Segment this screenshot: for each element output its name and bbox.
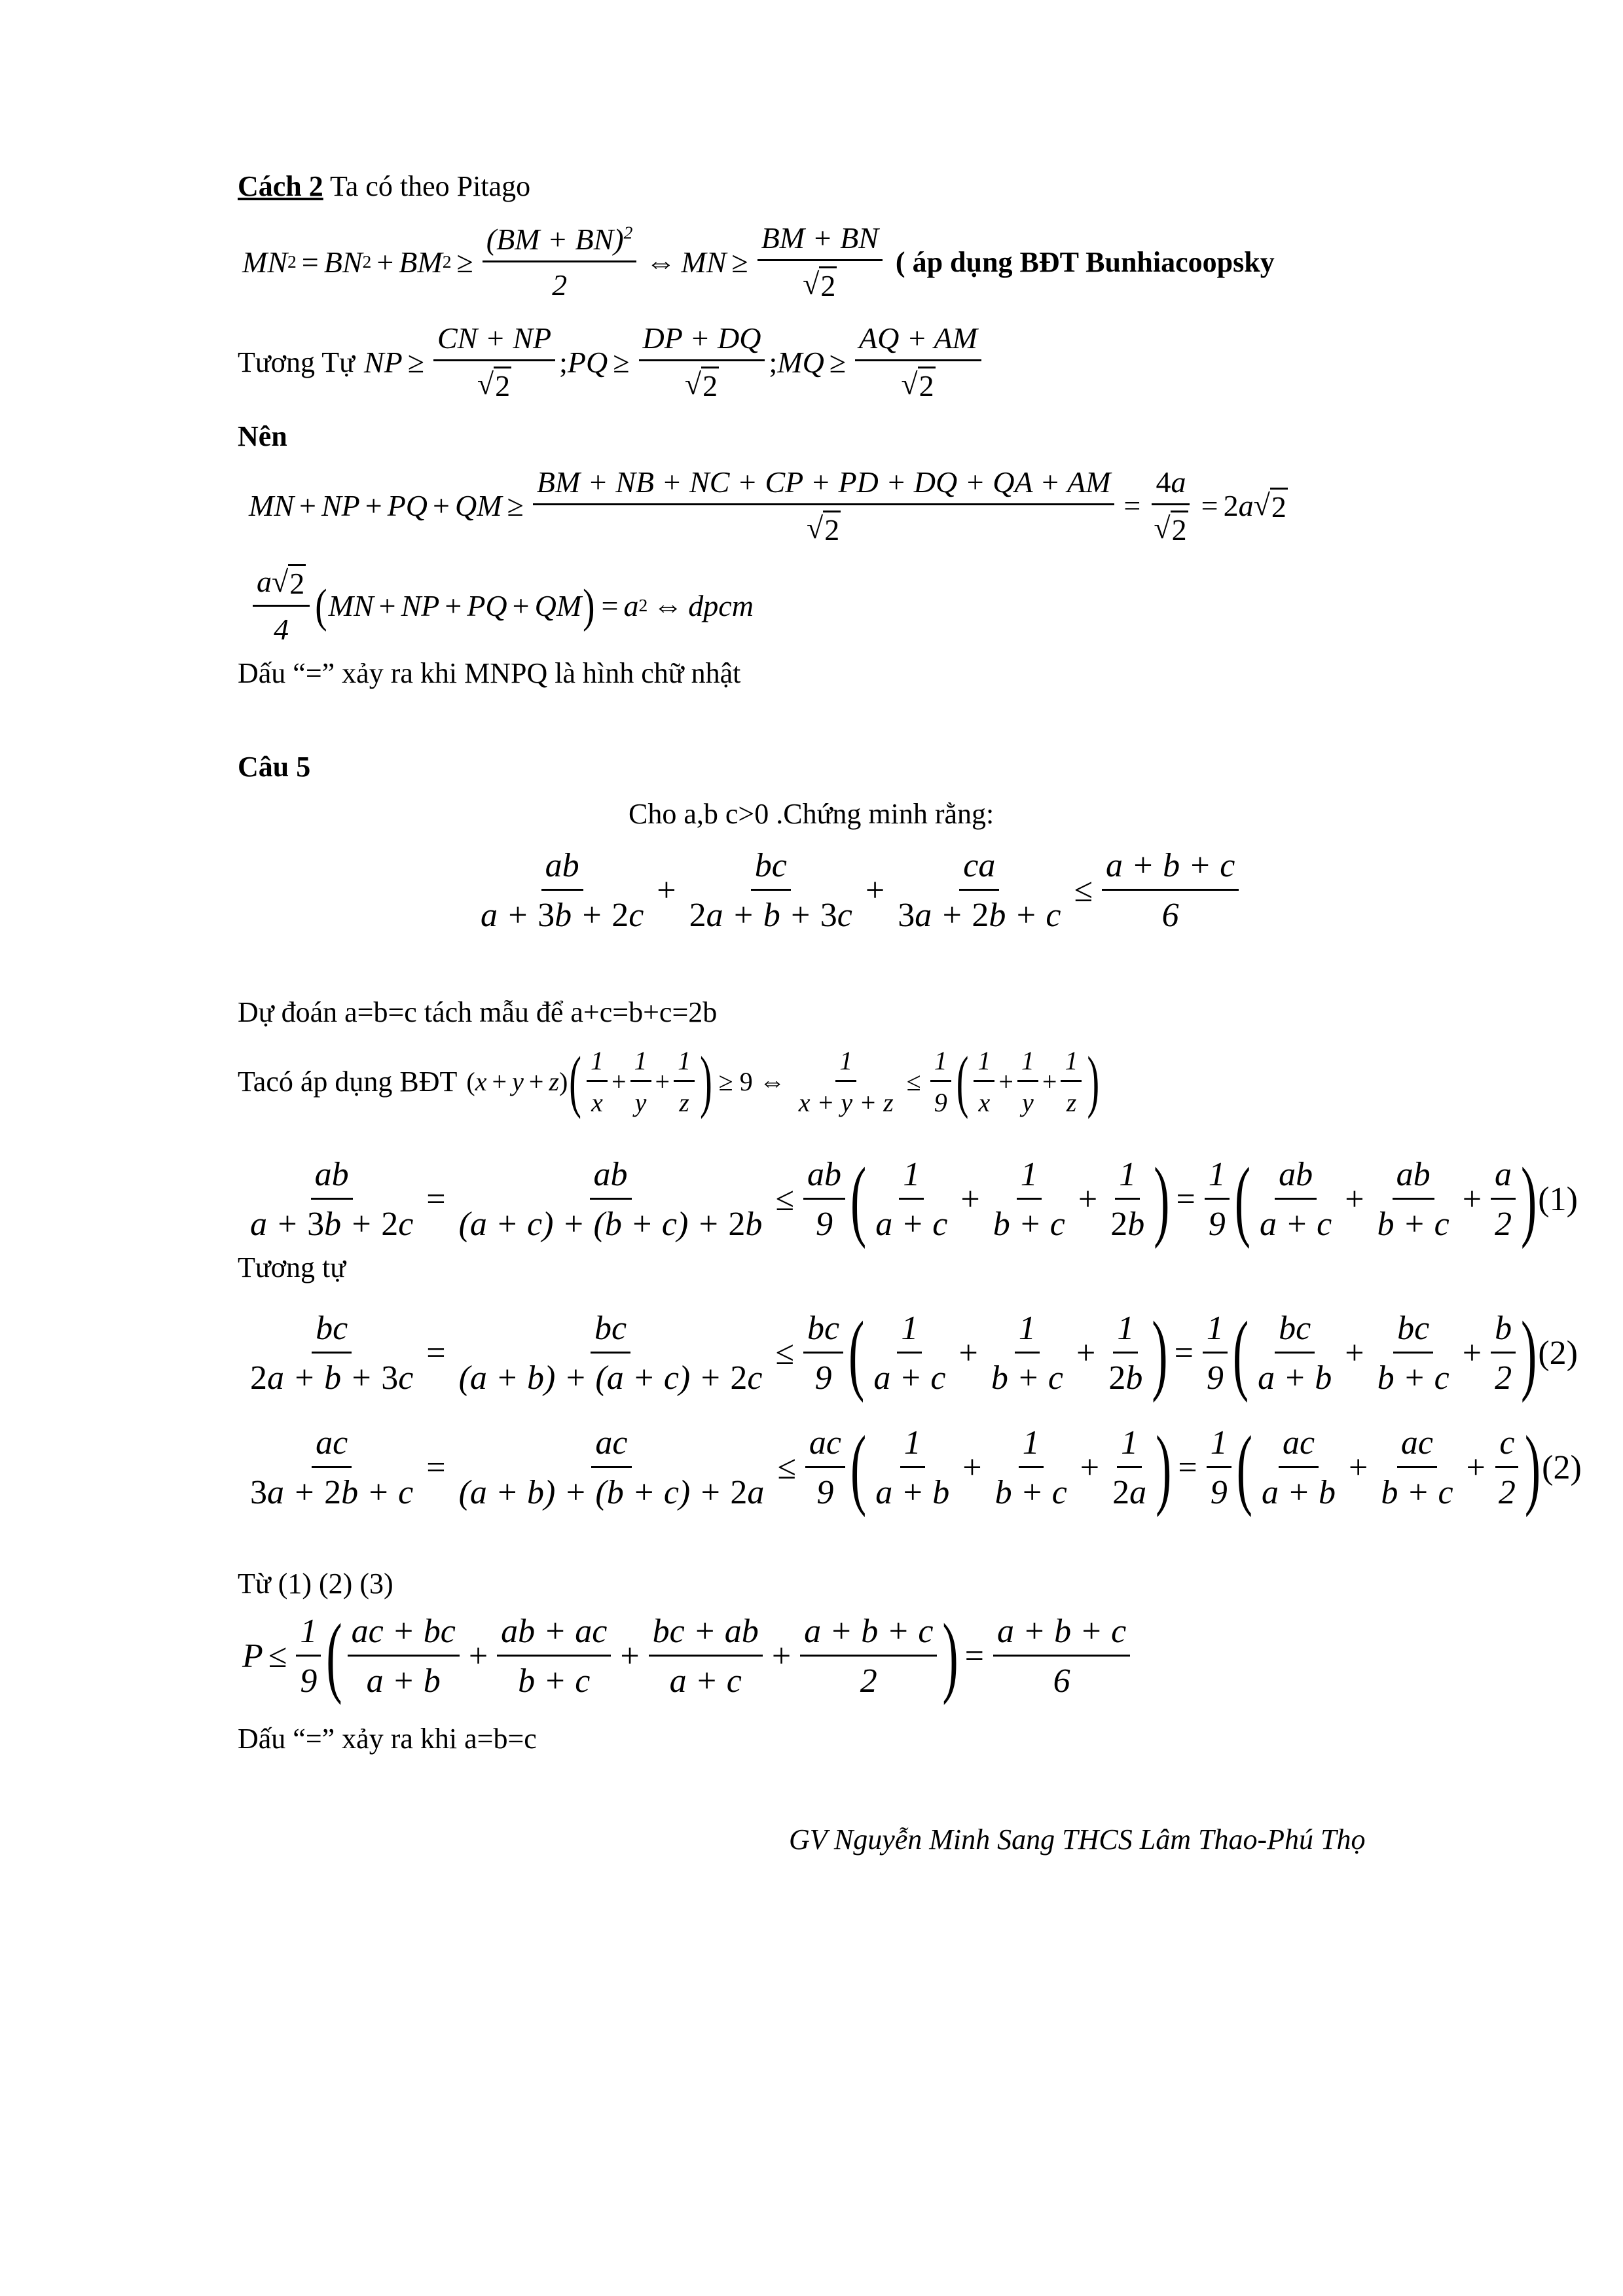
tu-label: Từ (1) (2) (3) [238,1568,393,1600]
tuong-tu-label-1: Tương Tự [238,346,355,378]
cauchy-schwarz-line: Tacó áp dụng BĐT ( x + y + z ) ( $\frac{1}{x}$ + $\frac{1}{y}$ + $\frac{1}{z}$ ) ≥ 9 ⇔ $\frac{1}{x + y + z}$ ≤ $\frac{1}{9}$ ( $\frac{1}{x}$ + $\frac{1}{y}$ + $\frac{1}{z}$ ) [238,1043,1100,1121]
cach2-heading [238,172,530,201]
cach2-equality-note: Dấu “=” xảy ra khi MNPQ là hình chữ nhật [238,657,741,689]
taco-label: Tacó áp dụng BĐT [238,1066,458,1098]
similar-inequalities: Tương Tự NP ≥ CN + NP √ 2 ; PQ ≥ DP + DQ √ 2 ; MQ ≥ AQ + AM √ 2 [238,319,985,404]
sum-inequality: MN + NP + PQ + QM ≥ BM + NB + NC + CP + PD + DQ + QA + AM √ 2 = 4a √ 2 = 2 a √ 2 [249,465,1286,547]
tag-1: (1) [1538,1181,1578,1218]
cau5-equality-note: Dấu “=” xảy ra khi a=b=c [238,1723,537,1755]
du-doan-line: Dự đoán a=b=c tách mẫu để a+c=b+c=2b [238,996,718,1028]
signature: GV Nguyễn Minh Sang THCS Lâm Thao-Phú Thọ [789,1823,1366,1856]
nen-label: Nên [238,420,287,452]
cach2-label: Cách 2 [238,170,323,202]
tuong-tu-label-2: Tương tự [238,1251,346,1283]
cau5-problem: Cho a,b c>0 .Chứng minh rằng: [629,798,994,830]
bunhia-note: ( áp dụng BĐT Bunhiacoopsky [895,245,1275,278]
pythagoras-equation: MN 2 = BN 2 + BM 2 ≥ $\frac{(BM + BN)^2}{2}$ ⇔ MN ≥ BM + BN √ 2 ( áp dụng BĐT Bunhiacoopsky [242,221,1275,302]
tag-3: (2) [1542,1449,1582,1486]
tag-2: (2) [1538,1335,1578,1372]
final-p-inequality: P ≤ $\frac{1}{9}$ ( $\frac{ac + bc}{a + b}$ + $\frac{ab + ac}{b + c}$ + $\frac{bc + ab}{a + c}$ + $\frac{a + b + c}{2}$ ) = $\frac{a + b + c}{6}$ [242,1610,1134,1702]
final-equation: a √ 2 4 ( MN + NP + PQ + QM ) = a 2 ⇔ dpcm [249,563,754,648]
cau5-label: Câu 5 [238,751,311,783]
inequality-3: $\frac{ac}{3a + 2b + c}$ = $\frac{ac}{(a + b) + (b + c) + 2a}$ ≤ $\frac{ac}{9}$ ( $\frac{1}{a + b}$ + $\frac{1}{b + c}$ + $\frac{1}{2a}$ ) = $\frac{1}{9}$ ( $\frac{ac}{a + b}$ + $\frac{ac}{b + c}$ + $\frac{c}{2}$ ) (2) [250,1416,1582,1518]
cach2-intro: Ta có theo Pitago [330,170,531,202]
cau5-main-inequality: $\frac{ab}{a + 3b + 2c}$ + $\frac{bc}{2a + b + 3c}$ + $\frac{ca}{3a + 2b + c}$ ≤ $\frac{a + b + c}{6}$ [473,844,1243,936]
inequality-2: $\frac{bc}{2a + b + 3c}$ = $\frac{bc}{(a + b) + (a + c) + 2c}$ ≤ $\frac{bc}{9}$ ( $\frac{1}{a + c}$ + $\frac{1}{b + c}$ + $\frac{1}{2b}$ ) = $\frac{1}{9}$ ( $\frac{bc}{a + b}$ + $\frac{bc}{b + c}$ + $\frac{b}{2}$ ) (2) [250,1302,1578,1403]
inequality-1: $\frac{ab}{a + 3b + 2c}$ = $\frac{ab}{(a + c) + (b + c) + 2b}$ ≤ $\frac{ab}{9}$ ( $\frac{1}{a + c}$ + $\frac{1}{b + c}$ + $\frac{1}{2b}$ ) = $\frac{1}{9}$ ( $\frac{ab}{a + c}$ + $\frac{ab}{b + c}$ + $\frac{a}{2}$ ) (1) [250,1148,1578,1249]
